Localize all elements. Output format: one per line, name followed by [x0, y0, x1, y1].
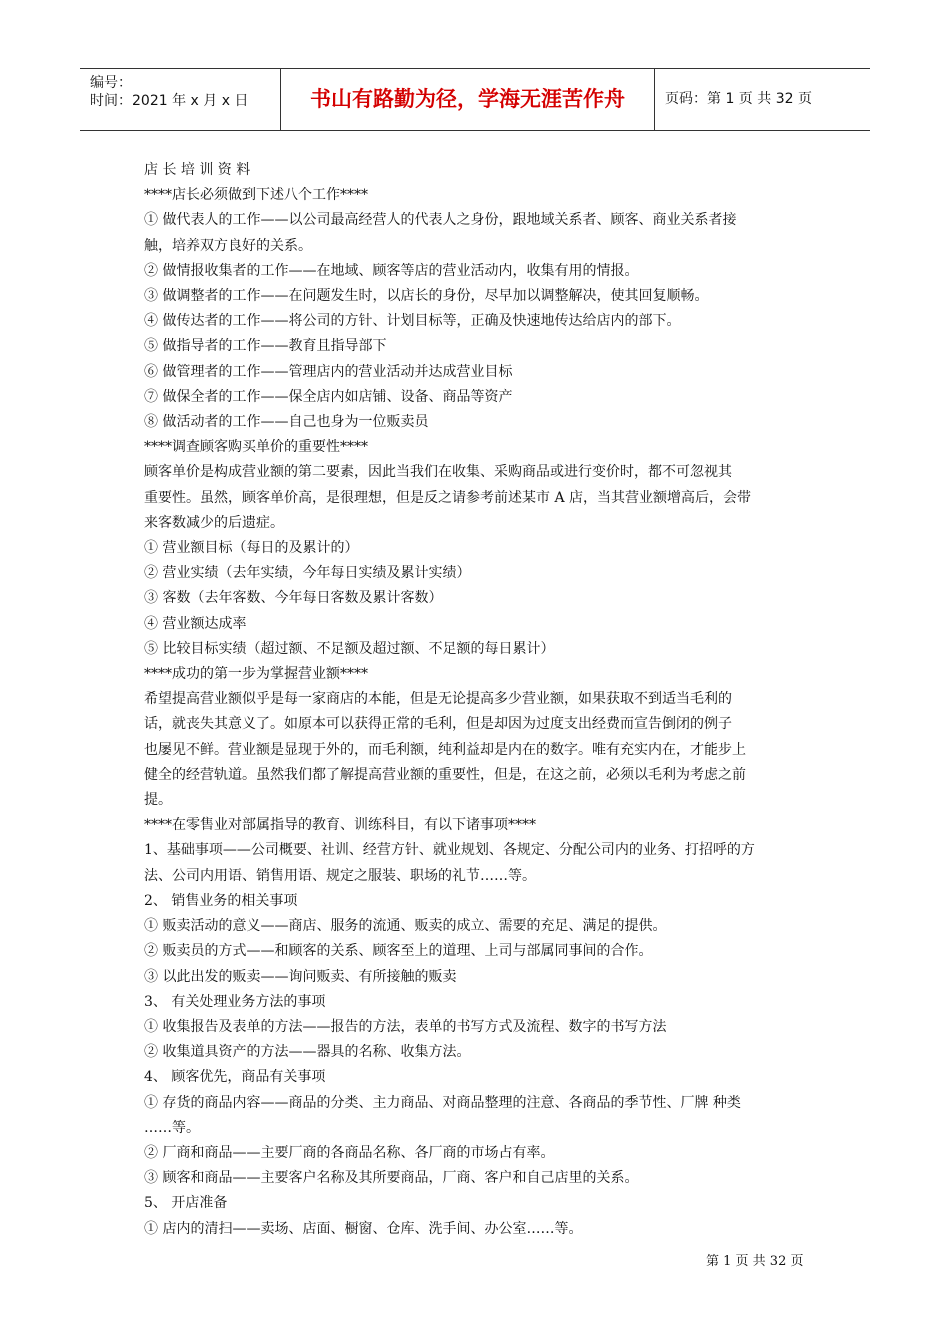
text-line: 触，培养双方良好的关系。	[144, 237, 312, 254]
text-line: 店 长 培 训 资 料	[144, 162, 251, 178]
text-line: ⑦ 做保全者的工作——保全店内如店铺、设备、商品等资产	[144, 388, 513, 405]
text-line: ② 贩卖员的方式——和顾客的关系、顾客至上的道理、上司与部属同事间的合作。	[144, 943, 653, 960]
text-line: ③ 做调整者的工作——在问题发生时，以店长的身份，尽早加以调整解决，使其回复顺畅。	[144, 288, 709, 305]
text-line: ③ 客数（去年客数、今年每日客数及累计客数）	[144, 590, 443, 607]
text-line: ① 收集报告及表单的方法——报告的方法，表单的书写方式及流程、数字的书写方法	[144, 1018, 667, 1035]
text-line: 健全的经营轨道。虽然我们都了解提高营业额的重要性，但是，在这之前，必须以毛利为考虑之前	[144, 766, 746, 783]
text-line: ****调查顾客购买单价的重要性****	[144, 439, 368, 456]
text-line: ① 营业额目标（每日的及累计的）	[144, 540, 359, 557]
text-line: 顾客单价是构成营业额的第二要素，因此当我们在收集、采购商品或进行变价时，都不可忽视其	[144, 464, 732, 481]
text-line: ****在零售业对部属指导的教育、训练科目，有以下诸事项****	[144, 817, 536, 834]
page-indicator: 页码：第 1 页 共 32 页	[665, 91, 812, 107]
page-footer: 第 1 页 共 32 页	[706, 1254, 804, 1269]
text-line: 话，就丧失其意义了。如原本可以获得正常的毛利，但是却因为过度支出经费而宣告倒闭的例子	[144, 716, 732, 733]
text-line: ① 店内的清扫——卖场、店面、橱窗、仓库、洗手间、办公室……等。	[144, 1220, 583, 1237]
text-line: ① 存货的商品内容——商品的分类、主力商品、对商品整理的注意、各商品的季节性、厂牌 种类	[144, 1094, 741, 1111]
text-line: 来客数减少的后遗症。	[144, 514, 284, 531]
text-line: ⑤ 比较目标实绩（超过额、不足额及超过额、不足额的每日累计）	[144, 640, 555, 657]
text-line: 重要性。虽然，顾客单价高，是很理想，但是反之请参考前述某市 A 店，当其营业额增高后，会带	[144, 489, 752, 506]
text-line: ② 厂商和商品——主要厂商的各商品名称、各厂商的市场占有率。	[144, 1144, 555, 1161]
text-line: ⑥ 做管理者的工作——管理店内的营业活动并达成营业目标	[144, 363, 513, 380]
text-line: ③ 顾客和商品——主要客户名称及其所要商品，厂商、客户和自己店里的关系。	[144, 1170, 639, 1187]
text-line: ① 贩卖活动的意义——商店、服务的流通、贩卖的成立、需要的充足、满足的提供。	[144, 918, 667, 935]
text-line: 4、 顾客优先，商品有关事项	[144, 1069, 326, 1086]
header-meta	[80, 69, 281, 130]
page-header	[80, 68, 870, 131]
text-line: ****店长必须做到下述八个工作****	[144, 187, 368, 204]
document-body	[144, 158, 816, 1242]
text-line: 法、公司内用语、销售用语、规定之服装、职场的礼节……等。	[144, 867, 536, 884]
text-line: ⑤ 做指导者的工作——教育且指导部下	[144, 338, 387, 355]
text-line: 1、基础事项——公司概要、社训、经营方针、就业规划、各规定、分配公司内的业务、打招呼的方	[144, 842, 755, 859]
text-line: ④ 做传达者的工作——将公司的方针、计划目标等，正确及快速地传达给店内的部下。	[144, 313, 681, 330]
motto: 书山有路勤为径，学海无涯苦作舟	[281, 69, 655, 130]
number-label: 编号：	[90, 75, 132, 91]
text-line: 3、 有关处理业务方法的事项	[144, 993, 326, 1010]
text-line: 也屡见不鲜。营业额是显现于外的，而毛利额，纯利益却是内在的数字。唯有充实内在，才能步上	[144, 741, 746, 758]
text-line: ② 营业实绩（去年实绩，今年每日实绩及累计实绩）	[144, 565, 471, 582]
text-line: ④ 营业额达成率	[144, 615, 247, 632]
text-line: ① 做代表人的工作——以公司最高经营人的代表人之身份，跟地域关系者、顾客、商业关系者接	[144, 212, 737, 229]
text-line: 希望提高营业额似乎是每一家商店的本能，但是无论提高多少营业额，如果获取不到适当毛利的	[144, 691, 732, 708]
text-line: 2、 销售业务的相关事项	[144, 892, 298, 909]
text-line: 5、 开店准备	[144, 1195, 228, 1212]
text-line: 提。	[144, 792, 172, 809]
time-label: 时间：2021 年 x 月 x 日	[90, 93, 249, 109]
text-line: ② 收集道具资产的方法——器具的名称、收集方法。	[144, 1044, 471, 1061]
text-line: ……等。	[144, 1119, 200, 1136]
text-line: ③ 以此出发的贩卖——询问贩卖、有所接触的贩卖	[144, 968, 457, 985]
text-line: ② 做情报收集者的工作——在地域、顾客等店的营业活动内，收集有用的情报。	[144, 262, 639, 279]
text-line: ****成功的第一步为掌握营业额****	[144, 666, 368, 683]
text-line: ⑧ 做活动者的工作——自己也身为一位贩卖员	[144, 414, 429, 431]
